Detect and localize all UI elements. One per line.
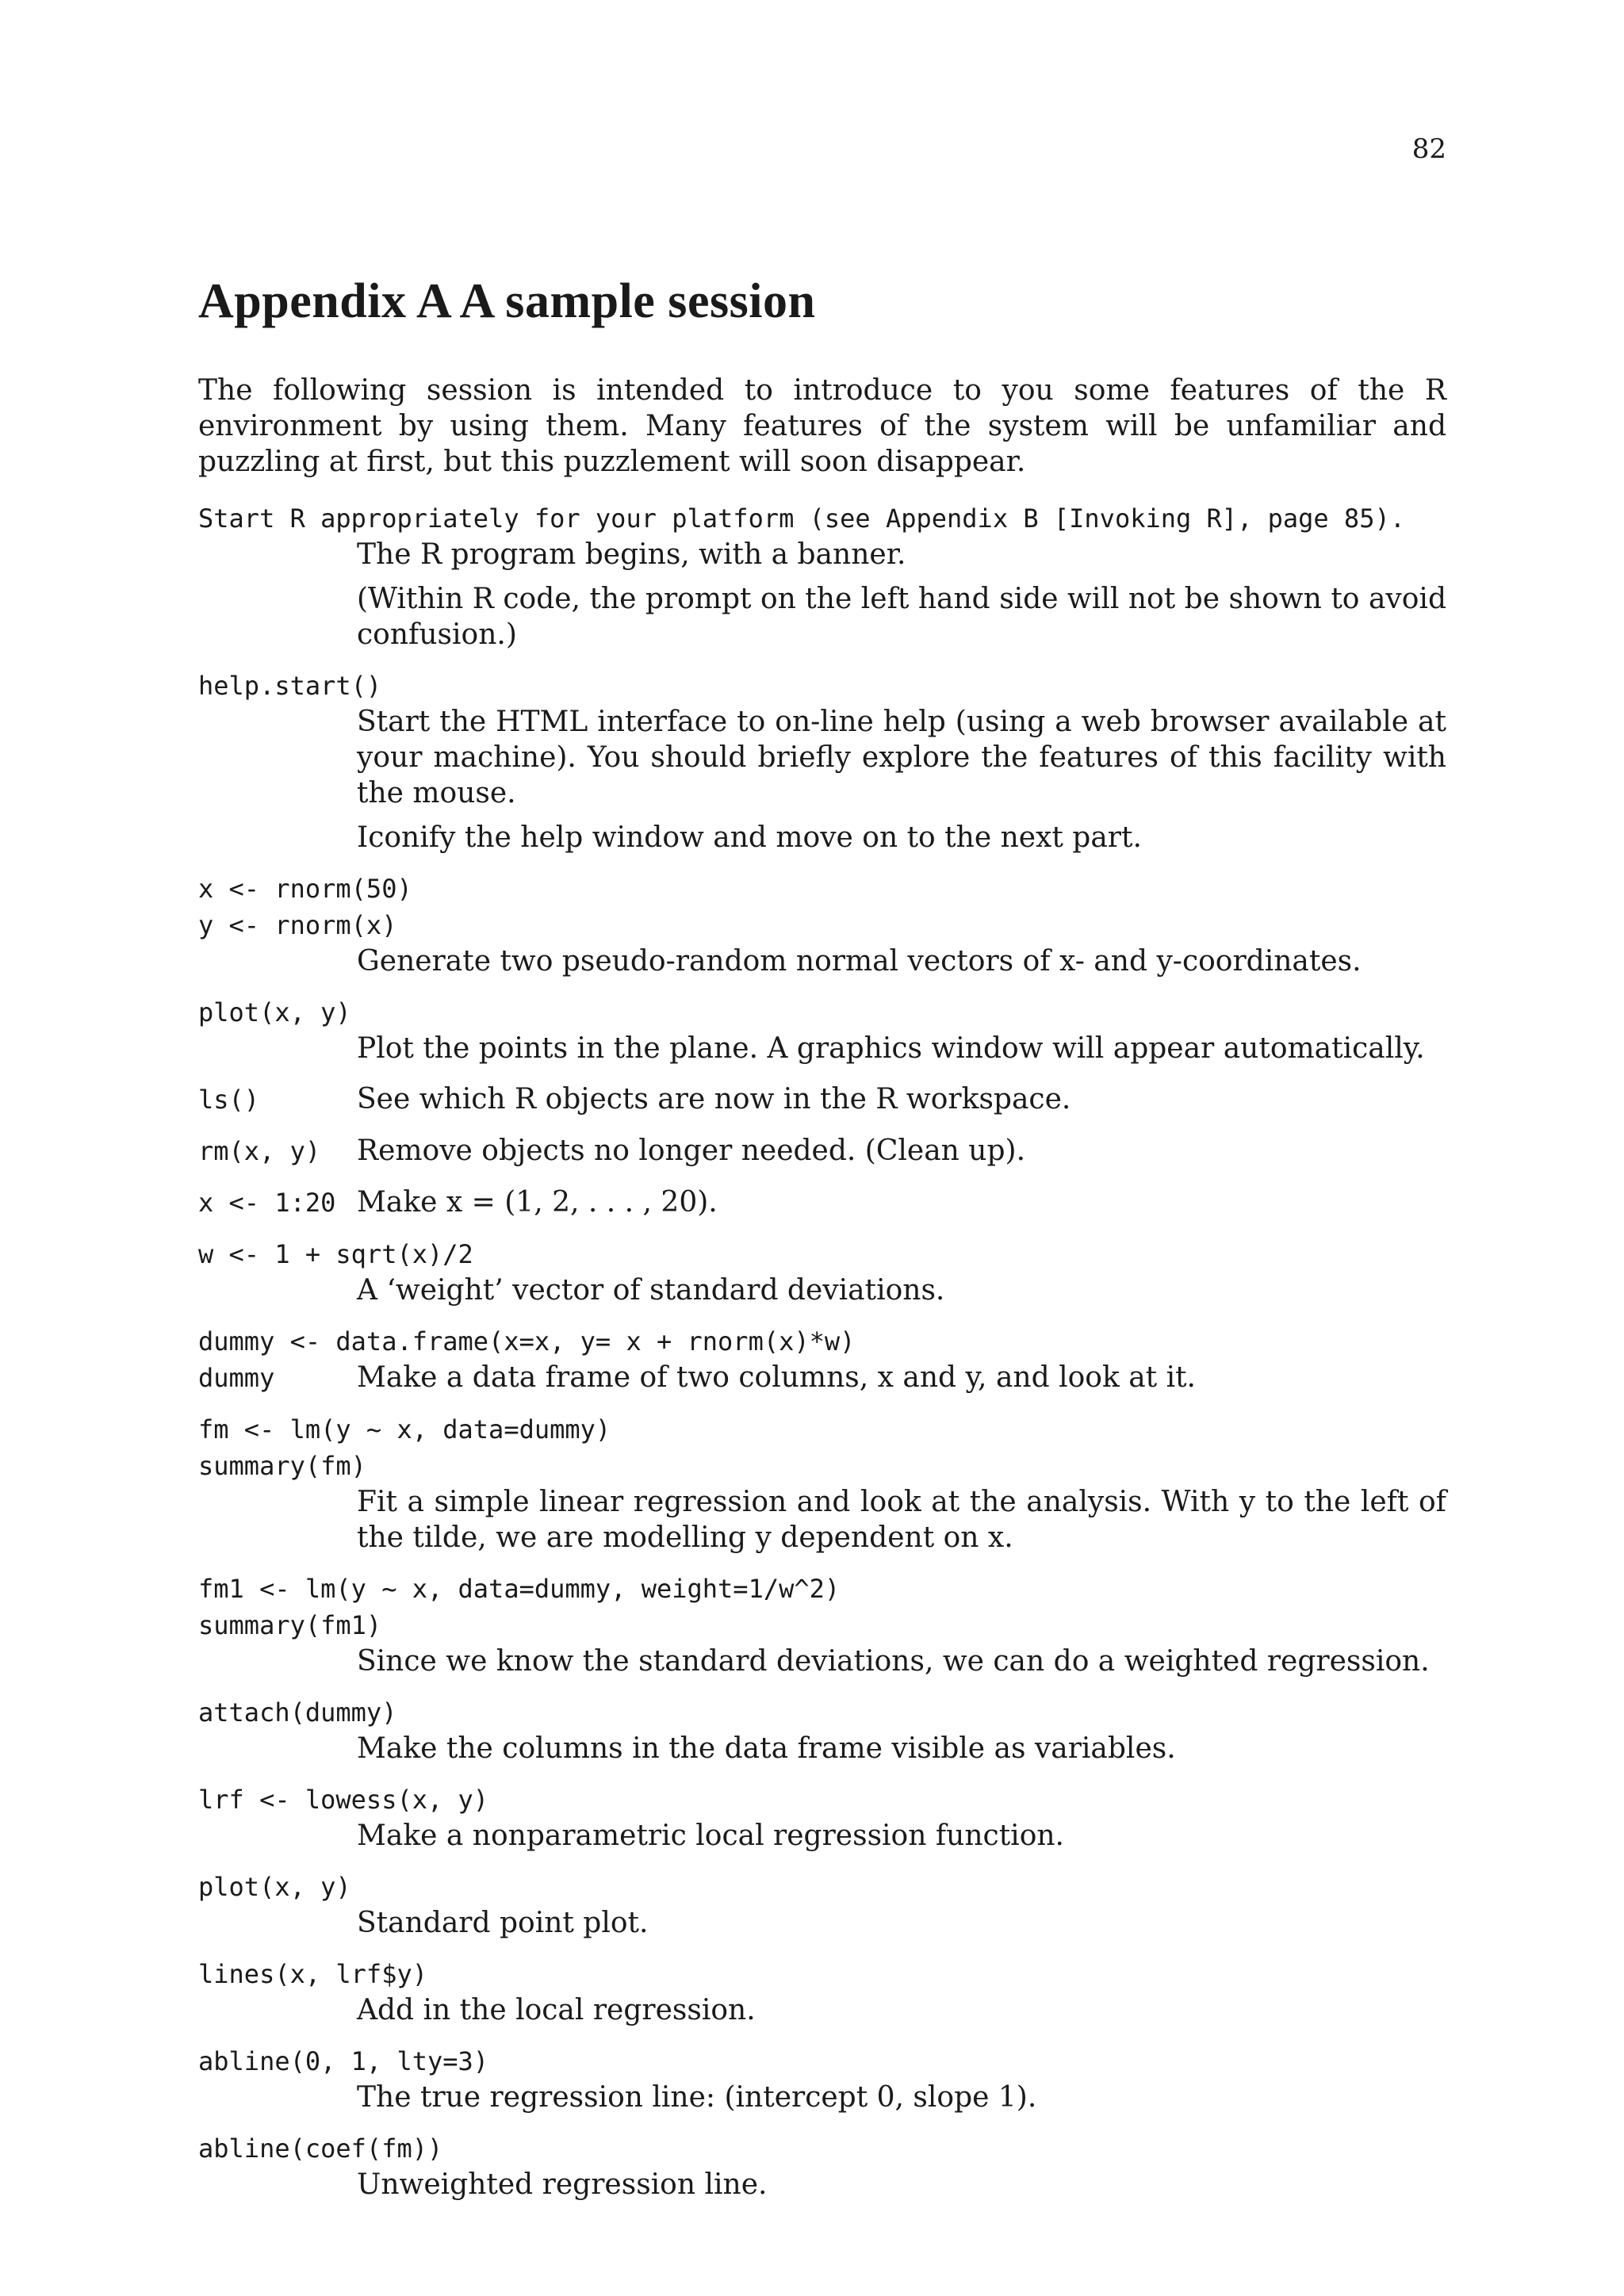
entry-description: Add in the local regression. (357, 1994, 756, 2026)
code-line: abline(0, 1, lty=3) (198, 2046, 489, 2076)
code-line: x <- rnorm(50) (198, 874, 412, 904)
entry-description: Make a data frame of two columns, x and y, and look at it. (357, 1361, 1196, 1394)
entry-attach (198, 1694, 1446, 1766)
code-line: summary(fm1) (198, 1610, 382, 1640)
entry-seq (198, 1184, 1446, 1221)
page-number: 82 (1411, 133, 1446, 165)
entry-ls (198, 1081, 1446, 1118)
entry-description: Since we know the standard deviations, we can do a weighted regression. (357, 1645, 1430, 1678)
entry-weight (198, 1236, 1446, 1308)
entry-description: Fit a simple linear regression and look at the analysis. With y to the left of the tilde, we are modelling y dependent on x. (357, 1486, 1446, 1554)
entry-description: (Within R code, the prompt on the left hand side will not be shown to avoid confusion.) (357, 583, 1446, 651)
start-r-line: Start R appropriately for your platform (see Appendix B [Invoking R], page 85). (198, 503, 1405, 534)
code-line: w <- 1 + sqrt(x)/2 (198, 1239, 473, 1269)
code-line: abline(coef(fm)) (198, 2133, 443, 2164)
entry-abline-coef (198, 2130, 1446, 2202)
entry-description: Make x = (1, 2, . . . , 20). (357, 1186, 718, 1219)
code-line: dummy (198, 1363, 275, 1393)
entry-description: Unweighted regression line. (357, 2168, 768, 2201)
entry-description: Make the columns in the data frame visible as variables. (357, 1732, 1176, 1765)
page-content (198, 270, 1446, 2218)
entry-description: The R program begins, with a banner. (357, 538, 906, 571)
entry-description: Make a nonparametric local regression function. (357, 1820, 1065, 1852)
entry-rnorm (198, 871, 1446, 979)
code-line: fm1 <- lm(y ~ x, data=dummy, weight=1/w^2) (198, 1574, 841, 1604)
entry-description: A ‘weight’ vector of standard deviations. (357, 1274, 945, 1307)
code-with-description (198, 1360, 1446, 1396)
entry-description: Iconify the help window and move on to the next part. (357, 821, 1142, 854)
code-line: ls() (198, 1085, 260, 1115)
code-line: summary(fm) (198, 1451, 366, 1481)
code-line: x <- 1:20 (198, 1188, 336, 1218)
code-line: dummy <- data.frame(x=x, y= x + rnorm(x)*w) (198, 1326, 856, 1357)
code-line: plot(x, y) (198, 997, 351, 1027)
entry-lowess (198, 1781, 1446, 1854)
code-line: plot(x, y) (198, 1872, 351, 1902)
entry-plot-2 (198, 1869, 1446, 1941)
code-line: fm <- lm(y ~ x, data=dummy) (198, 1414, 611, 1445)
entry-description: Generate two pseudo-random normal vectors of x- and y-coordinates. (357, 945, 1362, 978)
entry-description: See which R objects are now in the R workspace. (357, 1083, 1071, 1115)
page-title: Appendix A A sample session (198, 274, 816, 328)
entry-help-start (198, 668, 1446, 855)
code-line: help.start() (198, 671, 382, 701)
entry-rm (198, 1133, 1446, 1169)
code-line: lrf <- lowess(x, y) (198, 1785, 489, 1815)
code-line: lines(x, lrf$y) (198, 1959, 427, 1989)
entry-description: Start the HTML interface to on-line help (using a web browser available at your machine). You should briefly explore the features of this facility with the mouse. (357, 706, 1446, 809)
code-line: y <- rnorm(x) (198, 910, 397, 940)
entry-dummy (198, 1323, 1446, 1396)
entry-description: Plot the points in the plane. A graphics window will appear automatically. (357, 1032, 1425, 1065)
entry-abline-true (198, 2043, 1446, 2115)
entry-description: Remove objects no longer needed. (Clean up). (357, 1135, 1026, 1167)
code-line: attach(dummy) (198, 1697, 397, 1728)
entry-description: Standard point plot. (357, 1907, 649, 1939)
code-line: rm(x, y) (198, 1136, 321, 1166)
entry-start-r (198, 500, 1446, 652)
entry-fm (198, 1411, 1446, 1556)
entry-fm1 (198, 1571, 1446, 1679)
entry-lines (198, 1956, 1446, 2028)
entry-plot-1 (198, 994, 1446, 1066)
entry-description: The true regression line: (intercept 0, slope 1). (357, 2081, 1037, 2114)
intro-paragraph: The following session is intended to introduce to you some features of the R environment by using them. Many features of the system will be unfamiliar and puzzling at first, but this puzzlement will soon disappear. (198, 374, 1446, 478)
